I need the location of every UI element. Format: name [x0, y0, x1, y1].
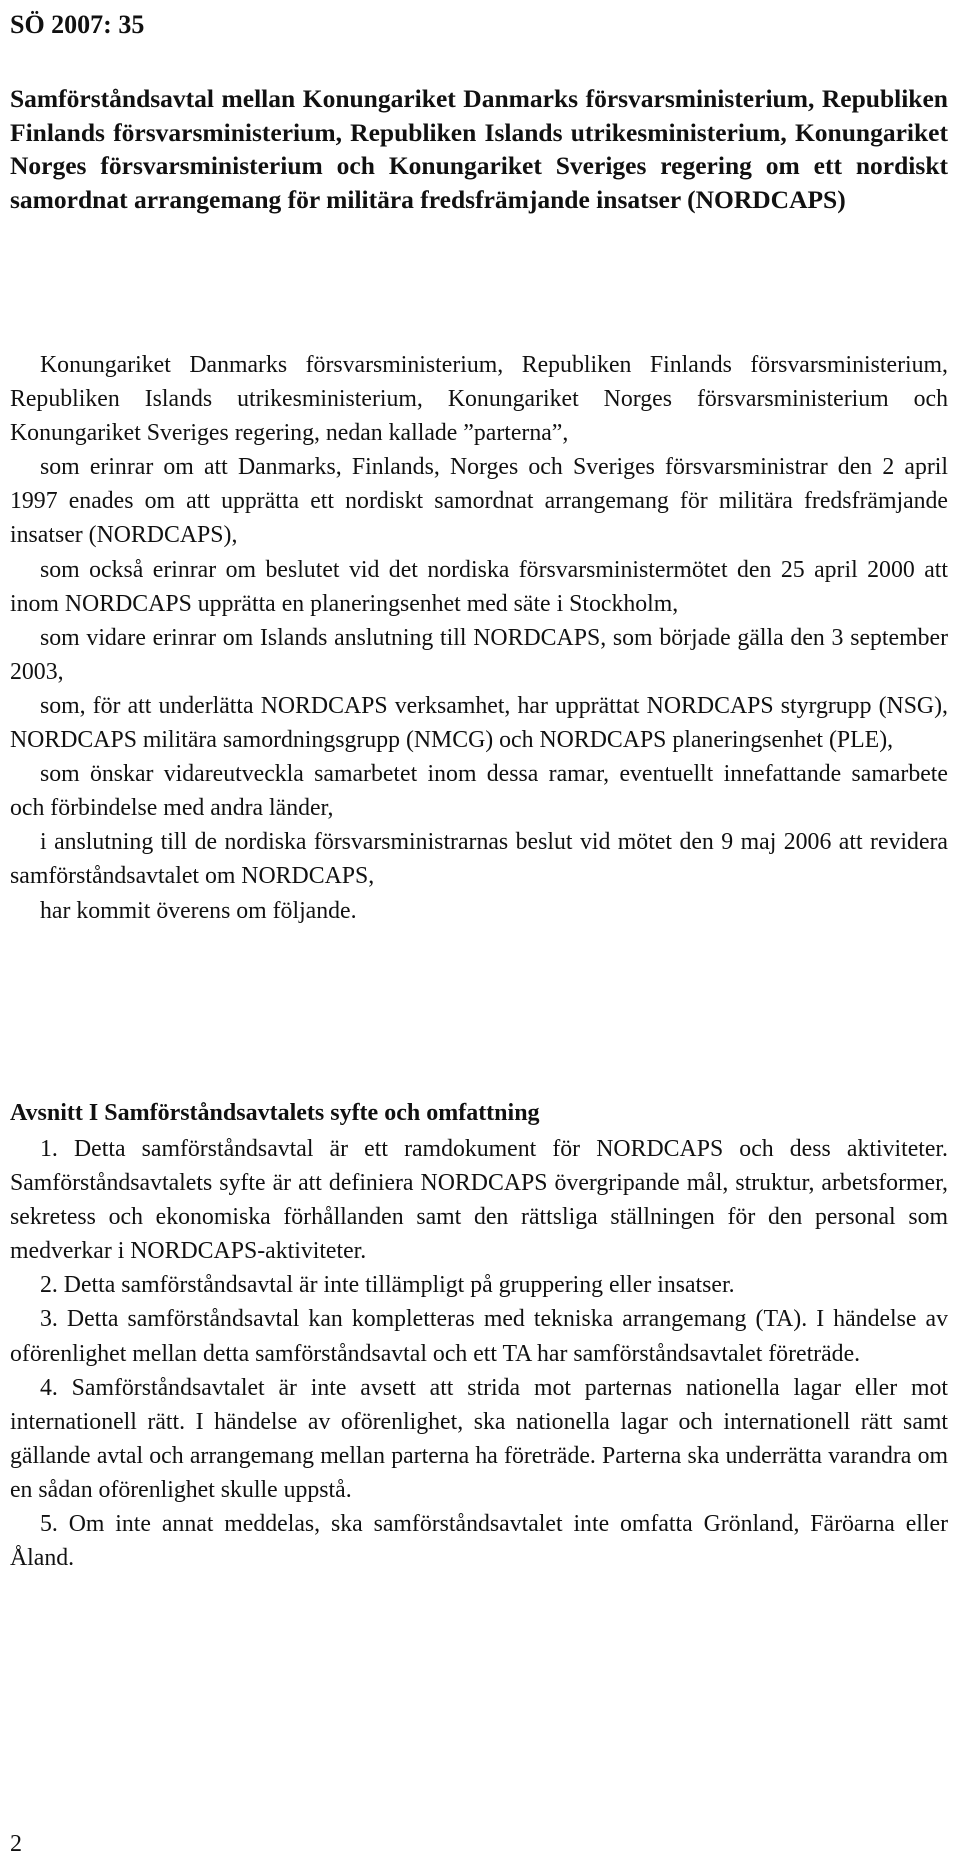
section-paragraph-3: 3. Detta samförståndsavtal kan kompletteras med tekniska arrangemang (TA). I händelse av oförenlighet mellan detta samförståndsavtal och ett TA har samförståndsavtalet företräde.: [10, 1306, 948, 1367]
preamble-paragraph: som vidare erinrar om Islands anslutning till NORDCAPS, som började gälla den 3 september 2003,: [10, 624, 948, 685]
preamble-paragraph: Konungariket Danmarks försvarsministerium, Republiken Finlands försvarsministerium, Republiken Islands utrikesministerium, Konungariket Norges försvarsministerium och Konungariket Sveriges regering, nedan kallade ”parterna”,: [10, 352, 948, 447]
preamble-paragraph: har kommit överens om följande.: [40, 897, 357, 924]
section-heading: Avsnitt I Samförståndsavtalets syfte och omfattning: [10, 1100, 540, 1126]
page-number: 2: [10, 1831, 22, 1857]
preamble-paragraph: som också erinrar om beslutet vid det nordiska försvarsministermötet den 25 april 2000 att inom NORDCAPS upprätta en planeringsenhet med säte i Stockholm,: [10, 556, 948, 617]
preamble-paragraph: i anslutning till de nordiska försvarsministrarnas beslut vid mötet den 9 maj 2006 att revidera samförståndsavtalet om NORDCAPS,: [10, 829, 948, 890]
preamble: [10, 348, 948, 928]
preamble-paragraph: som erinrar om att Danmarks, Finlands, Norges och Sveriges försvarsministrar den 2 april 1997 enades om att upprätta ett nordiskt samordnat arrangemang för militära fredsfrämjande insatser (NORDCAPS),: [10, 454, 948, 549]
section-body: [10, 1132, 948, 1575]
section-paragraph-5: 5. Om inte annat meddelas, ska samförståndsavtalet inte omfatta Grönland, Färöarna eller Åland.: [10, 1511, 948, 1572]
section-paragraph-1: 1. Detta samförståndsavtal är ett ramdokument för NORDCAPS och dess aktiviteter. Samförståndsavtalets syfte är att definiera NORDCAPS övergripande mål, struktur, arbetsformer, sekretess och ekonomiska förhållanden samt den rättsliga ställningen för den personal som medverkar i NORDCAPS-aktiviteter.: [10, 1136, 948, 1265]
section-paragraph-4: 4. Samförståndsavtalet är inte avsett att strida mot parternas nationella lagar eller mot internationell rätt. I händelse av oförenlighet, ska nationella lagar och internationell rätt samt gällande avtal och arrangemang mellan parterna ha företräde. Parterna ska underrätta varandra om en sådan oförenlighet skulle uppstå.: [10, 1374, 948, 1503]
document-title: Samförståndsavtal mellan Konungariket Danmarks försvarsministerium, Republiken Finlands försvarsministerium, Republiken Islands utrikesministerium, Konungariket Norges försvarsministerium och Konungariket Sveriges regering om ett nordiskt samordnat arrangemang för militära fredsfrämjande insatser (NORDCAPS): [10, 84, 948, 214]
section-paragraph-2: 2. Detta samförståndsavtal är inte tillämpligt på gruppering eller insatser.: [40, 1272, 735, 1299]
preamble-paragraph: som önskar vidareutveckla samarbetet inom dessa ramar, eventuellt innefattande samarbete och förbindelse med andra länder,: [10, 761, 948, 822]
preamble-paragraph: som, för att underlätta NORDCAPS verksamhet, har upprättat NORDCAPS styrgrupp (NSG), NORDCAPS militära samordningsgrupp (NMCG) och NORDCAPS planeringsenhet (PLE),: [10, 692, 948, 754]
document-reference: SÖ 2007: 35: [10, 10, 145, 39]
